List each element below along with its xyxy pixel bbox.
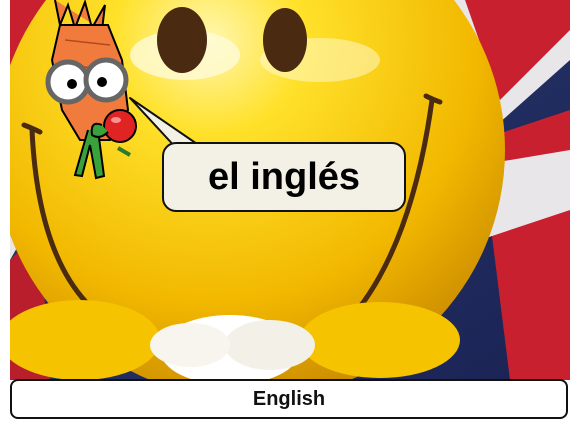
speech-bubble xyxy=(162,142,406,212)
carrot-character-with-glasses-icon xyxy=(30,0,150,190)
translation-caption xyxy=(10,379,568,419)
translation-caption-text: English xyxy=(252,387,326,410)
speech-bubble-text: el inglés xyxy=(207,155,361,198)
